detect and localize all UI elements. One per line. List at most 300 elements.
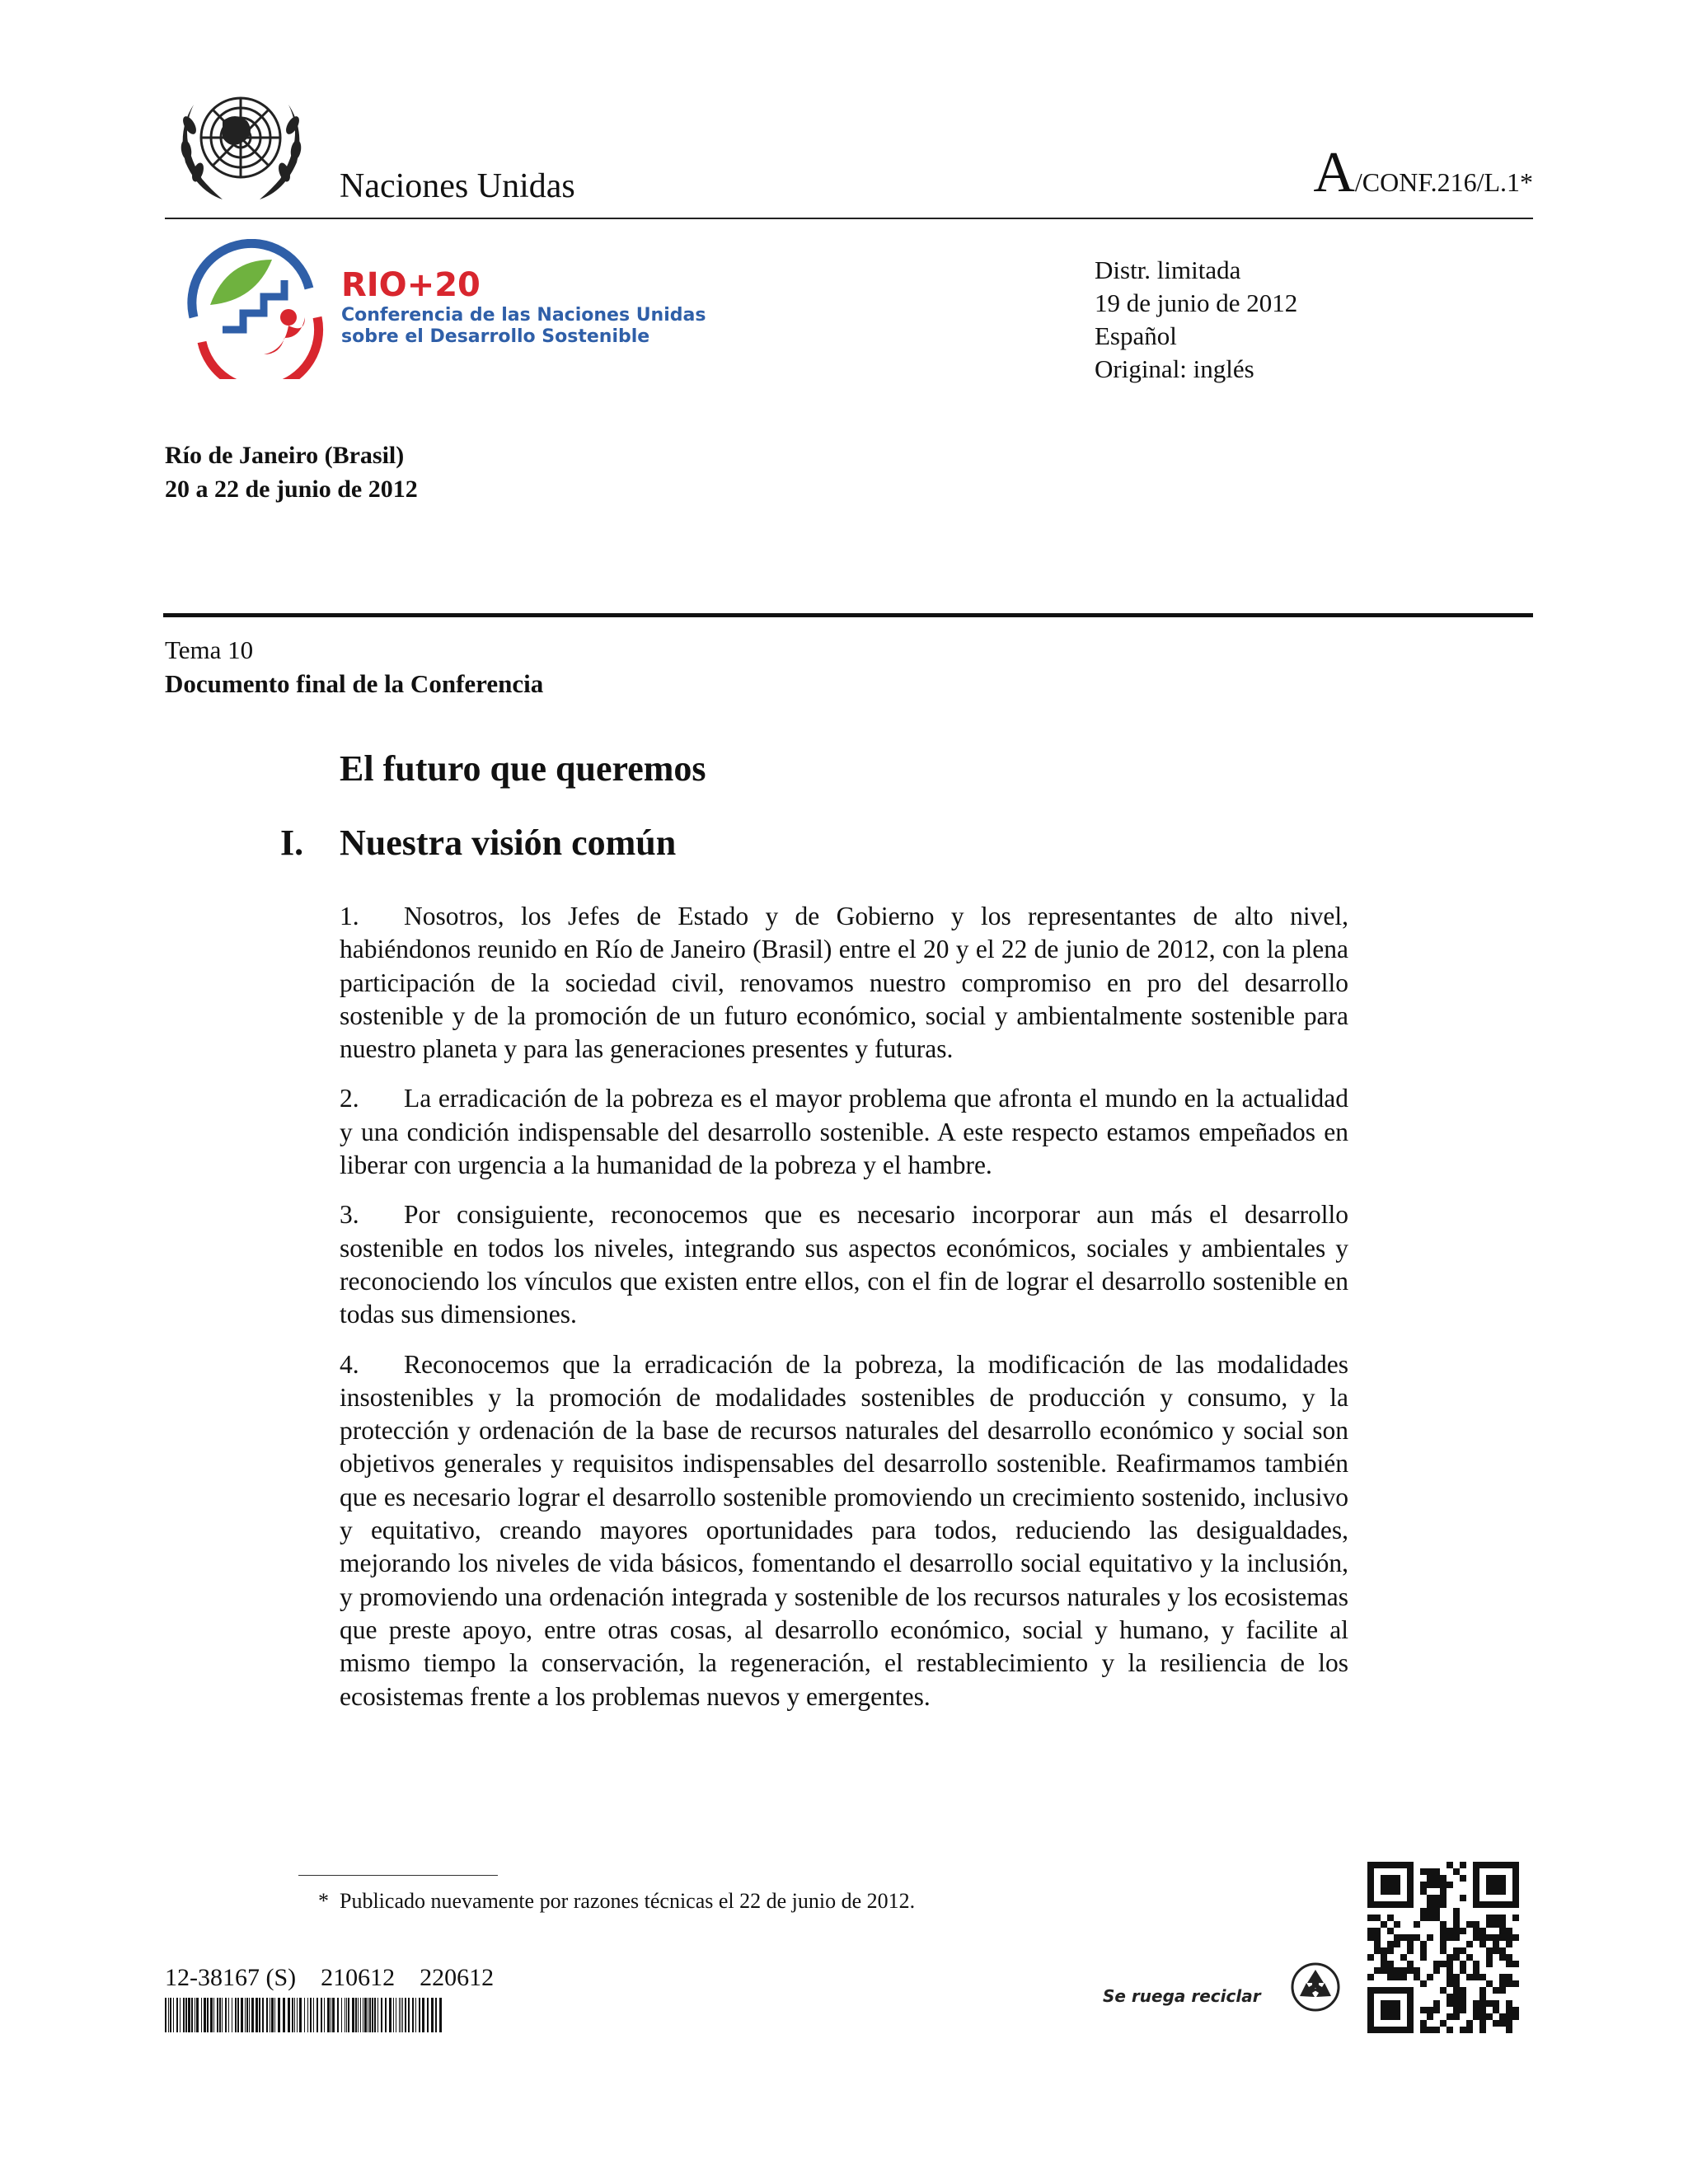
qr-module: [1453, 1928, 1460, 1934]
qr-module: [1512, 1934, 1519, 1941]
barcode-bar: [337, 1998, 339, 2032]
barcode-bar: [256, 1998, 258, 2032]
barcode-bar: [185, 1998, 187, 2032]
qr-module: [1381, 1967, 1387, 1974]
barcode-bar: [360, 1998, 361, 2032]
qr-module: [1427, 2013, 1433, 2020]
barcode-bar: [207, 1998, 209, 2032]
paragraph-text: Nosotros, los Jefes de Estado y de Gobierno y los representantes de alto nivel, habiéndonos reunido en Río de Janeiro (Brasil) entre el 20 y el 22 de junio de 2012, con la plena participación de la sociedad civil, renovamos nuestro compromiso en pro del desarrollo sostenible y de la promoción de un futuro económico, social y ambientalmente sostenible para nuestro planeta y para las generaciones presentes y futuras.: [340, 902, 1348, 1064]
barcode-bar: [427, 1998, 429, 2032]
qr-module: [1473, 2013, 1479, 2020]
barcode-bar: [412, 1998, 414, 2032]
qr-module: [1512, 1980, 1519, 1987]
qr-module: [1506, 1961, 1512, 1967]
qr-module: [1447, 1862, 1453, 1868]
barcode-bar: [431, 1998, 434, 2032]
barcode-bar: [225, 1998, 227, 2032]
qr-module: [1427, 2027, 1433, 2033]
barcode-bar: [422, 1998, 424, 2032]
qr-module: [1486, 2000, 1493, 2007]
qr-module: [1433, 1967, 1440, 1974]
barcode-bar: [313, 1998, 314, 2032]
qr-module: [1433, 1908, 1440, 1915]
barcode-bar: [377, 1998, 378, 2032]
qr-module: [1453, 1868, 1460, 1875]
qr-module: [1493, 1987, 1499, 1994]
qr-module: [1387, 1974, 1394, 1980]
qr-module: [1374, 1967, 1381, 1974]
qr-module: [1460, 1895, 1466, 1901]
qr-module: [1460, 2000, 1466, 2007]
section-number: I.: [280, 823, 304, 863]
qr-module: [1512, 1961, 1519, 1967]
qr-module: [1367, 1974, 1374, 1980]
qr-module: [1433, 1895, 1440, 1901]
document-symbol-prefix: A: [1313, 141, 1355, 204]
qr-module: [1453, 1954, 1460, 1961]
qr-module: [1367, 1915, 1374, 1921]
qr-module: [1420, 1888, 1427, 1895]
qr-module: [1506, 2020, 1512, 2027]
qr-module: [1486, 2013, 1493, 2020]
qr-module: [1466, 1921, 1473, 1928]
barcode-bar: [246, 1998, 248, 2032]
header-rule: [165, 218, 1533, 219]
document-title: El futuro que queremos: [340, 748, 706, 789]
barcode-bar: [324, 1998, 325, 2032]
barcode-bar: [307, 1998, 308, 2032]
qr-module: [1400, 1967, 1407, 1974]
recycle-icon: [1290, 1961, 1341, 2013]
paragraph-2: [340, 1082, 1348, 1182]
qr-module: [1387, 1967, 1394, 1974]
qr-module: [1460, 1994, 1466, 2000]
qr-module: [1486, 1915, 1493, 1921]
qr-module: [1440, 1882, 1447, 1888]
qr-module: [1420, 1868, 1427, 1875]
barcode-bar: [374, 1998, 376, 2032]
barcode-bar: [385, 1998, 387, 2032]
qr-module: [1407, 1947, 1414, 1954]
qr-module: [1440, 1895, 1447, 1901]
qr-module: [1440, 1987, 1447, 1994]
barcode-bar: [389, 1998, 392, 2032]
qr-module: [1447, 1967, 1453, 1974]
qr-module: [1506, 2007, 1512, 2013]
qr-module: [1420, 1941, 1427, 1947]
qr-module: [1394, 1967, 1400, 1974]
qr-module: [1512, 1915, 1519, 1921]
qr-module: [1486, 1947, 1493, 1954]
job-date-1: 210612: [321, 1964, 396, 1991]
barcode-bar: [219, 1998, 221, 2032]
qr-module: [1460, 1947, 1466, 1954]
document-symbol: [1313, 141, 1533, 217]
qr-module: [1420, 1908, 1427, 1915]
qr-module: [1493, 1915, 1499, 1921]
qr-module: [1381, 1875, 1400, 1895]
qr-module: [1420, 2007, 1427, 2013]
barcode-bar: [310, 1998, 312, 2032]
qr-module: [1387, 1947, 1394, 1954]
barcode-bar: [297, 1998, 298, 2032]
barcode-bar: [381, 1998, 382, 2032]
job-number: 12-38167 (S): [165, 1964, 297, 1991]
qr-module: [1374, 1934, 1381, 1941]
qr-module: [1493, 2020, 1499, 2027]
footnote-marker: *: [318, 1889, 329, 1913]
barcode-bar: [259, 1998, 260, 2032]
barcode-bar: [405, 1998, 406, 2032]
qr-module: [1499, 1928, 1506, 1934]
qr-module: [1433, 1915, 1440, 1921]
barcode-bar: [439, 1998, 442, 2032]
barcode-bar: [245, 1998, 246, 2032]
qr-module: [1486, 1954, 1493, 1961]
paragraph-4: [340, 1348, 1348, 1713]
qr-module: [1486, 1980, 1493, 1987]
qr-module: [1420, 2020, 1427, 2027]
barcode-bar: [274, 1998, 275, 2032]
qr-module: [1460, 1928, 1466, 1934]
barcode-bar: [222, 1998, 223, 2032]
qr-module: [1499, 1987, 1506, 1994]
qr-module: [1394, 1921, 1400, 1928]
qr-module: [1447, 1980, 1453, 1987]
qr-module: [1486, 1875, 1506, 1895]
qr-module: [1407, 1961, 1414, 1967]
section-rule: [163, 613, 1533, 617]
qr-module: [1473, 1934, 1479, 1941]
qr-module: [1387, 1941, 1394, 1947]
qr-module: [1420, 1915, 1427, 1921]
barcode-bar: [283, 1998, 285, 2032]
qr-module: [1447, 1974, 1453, 1980]
qr-module: [1420, 1882, 1427, 1888]
barcode-bar: [217, 1998, 218, 2032]
barcode-bar: [419, 1998, 420, 2032]
qr-module: [1427, 1908, 1433, 1915]
qr-module: [1493, 1934, 1499, 1941]
qr-module: [1440, 1941, 1447, 1947]
barcode-bar: [262, 1998, 264, 2032]
qr-module: [1440, 1961, 1447, 1967]
qr-module: [1447, 1928, 1453, 1934]
qr-module: [1499, 1947, 1506, 1954]
qr-module: [1479, 1994, 1486, 2000]
barcode-bar: [170, 1998, 171, 2032]
paragraph-1: [340, 900, 1348, 1066]
barcode-bar: [183, 1998, 185, 2032]
qr-module: [1427, 1901, 1433, 1908]
qr-module: [1420, 1954, 1427, 1961]
qr-module: [1440, 1947, 1447, 1954]
qr-module: [1506, 1941, 1512, 1947]
qr-module: [1479, 1941, 1486, 1947]
qr-module: [1427, 1868, 1433, 1875]
qr-module: [1466, 1954, 1473, 1961]
qr-module: [1447, 1882, 1453, 1888]
barcode-bar: [213, 1998, 214, 2032]
qr-module: [1486, 1921, 1493, 1928]
barcode-bar: [266, 1998, 268, 2032]
barcode-bar: [321, 1998, 322, 2032]
qr-module: [1381, 2000, 1400, 2020]
barcode-bar: [327, 1998, 330, 2032]
qr-module: [1414, 1921, 1420, 1928]
qr-module: [1499, 1915, 1506, 1921]
barcode-bar: [168, 1998, 169, 2032]
barcode-bar: [352, 1998, 354, 2032]
qr-module: [1447, 1994, 1453, 2000]
qr-module: [1453, 1947, 1460, 1954]
qr-module: [1427, 1895, 1433, 1901]
qr-module: [1506, 1980, 1512, 1987]
distribution-type: Distr. limitada: [1095, 255, 1241, 284]
qr-module: [1479, 2000, 1486, 2007]
qr-module: [1479, 2020, 1486, 2027]
qr-module: [1453, 2013, 1460, 2020]
barcode-bar: [364, 1998, 367, 2032]
qr-module: [1433, 2000, 1440, 2007]
qr-module: [1512, 2007, 1519, 2013]
agenda-block: [165, 633, 543, 701]
qr-module: [1381, 1947, 1387, 1954]
qr-module: [1473, 1967, 1479, 1974]
job-date-2: 220612: [420, 1964, 495, 1991]
qr-module: [1374, 1947, 1381, 1954]
barcode-bar: [176, 1998, 178, 2032]
qr-module: [1381, 1921, 1387, 1928]
qr-module: [1433, 1875, 1440, 1882]
qr-module: [1453, 2000, 1460, 2007]
qr-module: [1512, 2013, 1519, 2020]
barcode-bar: [165, 1998, 166, 2032]
qr-module: [1427, 1882, 1433, 1888]
qr-module: [1420, 1980, 1427, 1987]
qr-module: [1466, 1941, 1473, 1947]
organization-name: Naciones Unidas: [340, 167, 575, 205]
qr-module: [1466, 2027, 1473, 2033]
section-title: Nuestra visión común: [340, 823, 677, 863]
paragraph-text: Por consiguiente, reconocemos que es necesario incorporar aun más el desarrollo sostenible en todos los niveles, integrando sus aspectos económicos, sociales y ambientales y reconociendo los vínculos que existen entre ellos, con el fin de lograr el desarrollo sostenible en todas sus dimensiones.: [340, 1200, 1348, 1329]
document-body: [340, 900, 1348, 1730]
qr-module: [1506, 1928, 1512, 1934]
barcode-bar: [372, 1998, 373, 2032]
qr-module: [1493, 2000, 1499, 2007]
recycle-notice: Se ruega reciclar: [1103, 1986, 1261, 2006]
qr-module: [1427, 1915, 1433, 1921]
qr-module: [1367, 1928, 1374, 1934]
barcode-bar: [235, 1998, 237, 2032]
qr-module: [1400, 1974, 1407, 1980]
barcode-bar: [237, 1998, 239, 2032]
barcode-bar: [288, 1998, 290, 2032]
qr-module: [1433, 1901, 1440, 1908]
qr-module: [1460, 1961, 1466, 1967]
qr-module: [1453, 1994, 1460, 2000]
qr-module: [1453, 2007, 1460, 2013]
qr-module: [1499, 1980, 1506, 1987]
qr-module: [1453, 1915, 1460, 1921]
qr-module: [1427, 1934, 1433, 1941]
qr-module: [1453, 1921, 1460, 1928]
footnote: [318, 1887, 915, 1915]
barcode-bar: [196, 1998, 199, 2032]
rio20-logo-text: [341, 265, 706, 348]
venue-place: Río de Janeiro (Brasil): [165, 442, 405, 469]
barcode-bar: [369, 1998, 371, 2032]
qr-module: [1453, 1908, 1460, 1915]
qr-module: [1493, 1921, 1499, 1928]
qr-module: [1407, 1934, 1414, 1941]
qr-module: [1499, 1974, 1506, 1980]
qr-module: [1493, 1941, 1499, 1947]
qr-module: [1440, 1934, 1447, 1941]
qr-module: [1447, 2013, 1453, 2020]
barcode-bar: [271, 1998, 274, 2032]
barcode-bar: [358, 1998, 359, 2032]
distribution-original: Original: inglés: [1095, 354, 1254, 383]
qr-module: [1387, 1928, 1394, 1934]
agenda-title: Documento final de la Conferencia: [165, 669, 544, 698]
qr-module: [1387, 1961, 1394, 1967]
qr-module: [1367, 1934, 1374, 1941]
paragraph-number: 1.: [340, 902, 359, 930]
barcode-bar: [408, 1998, 410, 2032]
barcode-image: [165, 1998, 445, 2032]
agenda-item: Tema 10: [165, 635, 254, 664]
qr-module: [1493, 1947, 1499, 1954]
rio20-subtitle-line2: sobre el Desarrollo Sostenible: [341, 326, 650, 347]
qr-module: [1479, 1934, 1486, 1941]
qr-module: [1433, 2027, 1440, 2033]
qr-module: [1473, 2000, 1479, 2007]
qr-module: [1460, 1862, 1466, 1868]
qr-module: [1374, 1915, 1381, 1921]
paragraph-text: Reconocemos que la erradicación de la pobreza, la modificación de las modalidades insostenibles y la promoción de modalidades sostenibles de producción y consumo, y la protección y ordenación de la base de recursos naturales del desarrollo económico y social son objetivos generales y requisitos indispensables del desarrollo sostenible. Reafirmamos también que es necesario lograr el desarrollo sostenible promoviendo un crecimiento sostenido, inclusivo y equitativo, creando mayores oportunidades para todos, reduciendo las desigualdades, mejorando los niveles de vida básicos, fomentando el desarrollo social equitativo y la inclusión, y promoviendo una ordenación integrada y sostenible de los recursos naturales y los ecosistemas que preste apoyo, entre otras cosas, al desarrollo económico, social y humano, y facilite al mismo tiempo la conservación, la regeneración, el restablecimiento y la resiliencia de los ecosistemas frente a los problemas nuevos y emergentes.: [340, 1349, 1348, 1711]
un-emblem-logo: [165, 80, 317, 212]
qr-module: [1394, 1934, 1400, 1941]
barcode-bar: [402, 1998, 403, 2032]
qr-code-image: [1367, 1861, 1520, 2036]
paragraph-number: 3.: [340, 1200, 359, 1230]
qr-module: [1473, 1928, 1479, 1934]
qr-module: [1447, 1934, 1453, 1941]
barcode-bar: [399, 1998, 400, 2032]
barcode-bar: [173, 1998, 174, 2032]
qr-module: [1506, 2000, 1512, 2007]
qr-module: [1460, 2027, 1466, 2033]
qr-module: [1447, 2000, 1453, 2007]
qr-module: [1394, 1974, 1400, 1980]
barcode-bar: [415, 1998, 416, 2032]
qr-module: [1420, 1947, 1427, 1954]
qr-module: [1440, 1888, 1447, 1895]
barcode-bar: [332, 1998, 335, 2032]
paragraph-3: [340, 1198, 1348, 1331]
qr-module: [1479, 1928, 1486, 1934]
rio20-logo-mark: [177, 239, 334, 379]
qr-module: [1499, 1934, 1506, 1941]
qr-module: [1479, 1974, 1486, 1980]
barcode-bar: [241, 1998, 243, 2032]
barcode-bar: [204, 1998, 206, 2032]
qr-module: [1433, 1961, 1440, 1967]
footnote-text: Publicado nuevamente por razones técnicas el 22 de junio de 2012.: [340, 1889, 916, 1913]
barcode-bar: [316, 1998, 318, 2032]
qr-module: [1447, 1954, 1453, 1961]
barcode-bar: [249, 1998, 250, 2032]
qr-module: [1453, 1980, 1460, 1987]
barcode-bar: [346, 1998, 347, 2032]
qr-module: [1407, 1967, 1414, 1974]
qr-module: [1433, 2007, 1440, 2013]
barcode-bar: [348, 1998, 349, 2032]
qr-module: [1440, 1928, 1447, 1934]
distribution-block: [1095, 254, 1297, 386]
qr-module: [1427, 2007, 1433, 2013]
qr-module: [1453, 1974, 1460, 1980]
qr-module: [1400, 1934, 1407, 1941]
barcode-bar: [191, 1998, 193, 2032]
qr-module: [1453, 1987, 1460, 1994]
qr-module: [1473, 2007, 1479, 2013]
qr-module: [1447, 2027, 1453, 2033]
qr-module: [1440, 1901, 1447, 1908]
job-number-line: [165, 1963, 494, 1993]
qr-module: [1460, 1987, 1466, 1994]
rio20-title: RIO+20: [341, 266, 481, 304]
barcode-bar: [251, 1998, 254, 2032]
distribution-date: 19 de junio de 2012: [1095, 288, 1298, 317]
document-symbol-number: /CONF.216/L.1*: [1354, 167, 1533, 197]
paragraph-number: 2.: [340, 1084, 359, 1113]
qr-module: [1440, 2020, 1447, 2027]
barcode-bar: [294, 1998, 295, 2032]
rio20-subtitle-line1: Conferencia de las Naciones Unidas: [341, 305, 706, 326]
qr-module: [1381, 1961, 1387, 1967]
qr-module: [1506, 1974, 1512, 1980]
barcode-bar: [299, 1998, 302, 2032]
qr-module: [1499, 1954, 1506, 1961]
qr-module: [1433, 1868, 1440, 1875]
distribution-language: Español: [1095, 321, 1177, 350]
barcode-bar: [393, 1998, 394, 2032]
qr-module: [1387, 1915, 1394, 1921]
qr-module: [1473, 1974, 1479, 1980]
qr-module: [1394, 1941, 1400, 1947]
barcode-bar: [210, 1998, 213, 2032]
qr-module: [1400, 1954, 1407, 1961]
qr-module: [1479, 2007, 1486, 2013]
qr-module: [1479, 2013, 1486, 2020]
qr-module: [1414, 1967, 1420, 1974]
qr-module: [1460, 2007, 1466, 2013]
qr-module: [1493, 2007, 1499, 2013]
qr-module: [1420, 2027, 1427, 2033]
qr-module: [1499, 2013, 1506, 2020]
qr-module: [1460, 1967, 1466, 1974]
qr-module: [1447, 1961, 1453, 1967]
qr-module: [1486, 1934, 1493, 1941]
qr-module: [1466, 1974, 1473, 1980]
barcode-bar: [278, 1998, 280, 2032]
qr-module: [1499, 1921, 1506, 1928]
venue-block: [165, 438, 418, 506]
qr-module: [1486, 1961, 1493, 1967]
qr-module: [1506, 1954, 1512, 1961]
